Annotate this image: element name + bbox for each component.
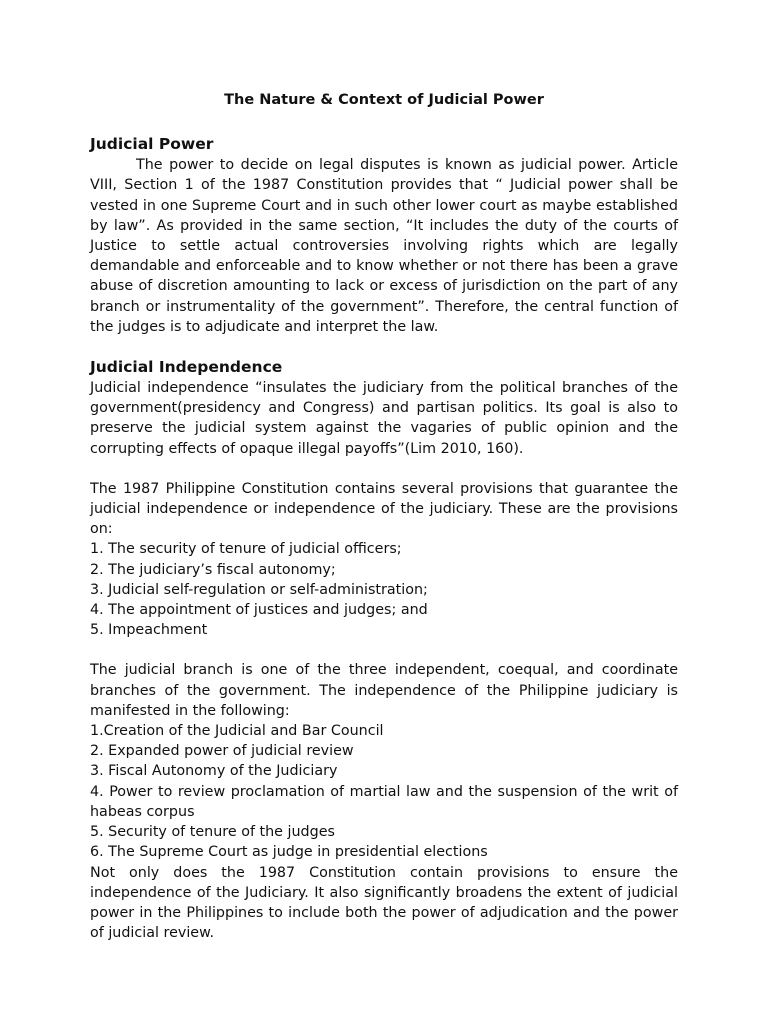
judicial-power-paragraph: The power to decide on legal disputes is known as judicial power. Article VIII, Section 1 of the 1987 Constitution provides that “ Judicial power shall be vested in one Supreme Court and in such other lower court as maybe established by law”. As provided in the same section, “It includes the duty of the courts of Justice to settle actual controversies involving rights which are legally demandable and enforceable and to know whether or not there has been a grave abuse of discretion amounting to lack or excess of jurisdiction on the part of any branch or instrumentality of the government”. Therefore, the central function of the judges is to adjudicate and interpret the law.: [90, 157, 678, 335]
list-item: 1.Creation of the Judicial and Bar Council: [90, 723, 384, 740]
list-item: 6. The Supreme Court as judge in presidential elections: [90, 844, 488, 861]
provisions-list: [90, 539, 678, 640]
list-item: 4. Power to review proclamation of martial law and the suspension of the writ of habeas corpus: [90, 783, 678, 820]
section-heading-judicial-power: Judicial Power: [90, 135, 214, 154]
section-heading-judicial-independence: Judicial Independence: [90, 358, 283, 377]
manifestations-list: [90, 721, 678, 862]
list-item: 4. The appointment of justices and judges; and: [90, 602, 428, 619]
judicial-branch-paragraph: The judicial branch is one of the three independent, coequal, and coordinate branches of the government. The independence of the Philippine judiciary is manifested in the following:: [90, 662, 678, 719]
judicial-independence-paragraph: Judicial independence “insulates the judiciary from the political branches of the government(presidency and Congress) and partisan politics. Its goal is also to preserve the judicial system against the vagaries of public opinion and the corrupting effects of opaque illegal payoffs”(Lim 2010, 160).: [90, 380, 678, 457]
list-item: 5. Impeachment: [90, 622, 208, 639]
list-item: 2. Expanded power of judicial review: [90, 743, 354, 760]
conclusion-paragraph: Not only does the 1987 Constitution contain provisions to ensure the independence of the Judiciary. It also significantly broadens the extent of judicial power in the Philippines to include both the power of adjudication and the power of judicial review.: [90, 864, 678, 942]
list-item: 5. Security of tenure of the judges: [90, 824, 335, 841]
list-item: 3. Judicial self-regulation or self-administration;: [90, 581, 428, 598]
document-title: The Nature & Context of Judicial Power: [224, 92, 544, 108]
document-page: [90, 90, 678, 943]
list-item: 3. Fiscal Autonomy of the Judiciary: [90, 763, 338, 780]
provisions-intro-paragraph: The 1987 Philippine Constitution contains several provisions that guarantee the judicial independence or independence of the judiciary. These are the provisions on:: [90, 480, 678, 538]
list-item: 2. The judiciary’s fiscal autonomy;: [90, 561, 336, 578]
list-item: 1. The security of tenure of judicial officers;: [90, 541, 402, 558]
